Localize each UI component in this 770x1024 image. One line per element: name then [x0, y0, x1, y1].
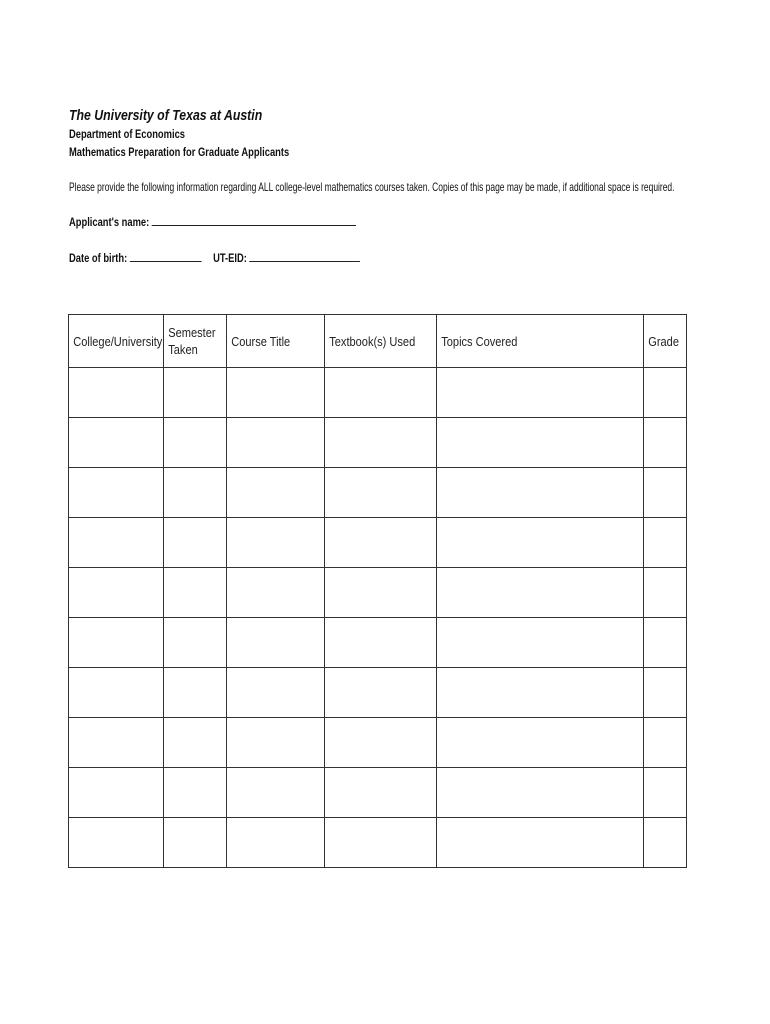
cell-semester[interactable]	[164, 518, 227, 568]
column-header-textbooks: Textbook(s) Used	[325, 315, 437, 368]
cell-grade[interactable]	[644, 768, 687, 818]
cell-college[interactable]	[69, 718, 164, 768]
courses-table	[68, 314, 687, 868]
table-row	[69, 668, 687, 718]
cell-grade[interactable]	[644, 568, 687, 618]
cell-semester[interactable]	[164, 818, 227, 868]
cell-semester[interactable]	[164, 718, 227, 768]
cell-grade[interactable]	[644, 668, 687, 718]
cell-course-title[interactable]	[227, 618, 325, 668]
table-row	[69, 718, 687, 768]
cell-semester[interactable]	[164, 768, 227, 818]
ut-eid-label: UT-EID:	[213, 251, 247, 265]
cell-college[interactable]	[69, 368, 164, 418]
department-name: Department of Economics	[69, 127, 185, 141]
table-row	[69, 518, 687, 568]
cell-college[interactable]	[69, 768, 164, 818]
cell-semester[interactable]	[164, 468, 227, 518]
cell-textbooks[interactable]	[325, 618, 437, 668]
cell-topics[interactable]	[437, 568, 644, 618]
cell-topics[interactable]	[437, 368, 644, 418]
date-of-birth-field[interactable]	[130, 249, 202, 262]
applicant-name-label: Applicant's name:	[69, 215, 150, 229]
applicant-name-field[interactable]	[152, 213, 356, 226]
cell-course-title[interactable]	[227, 518, 325, 568]
form-subtitle: Mathematics Preparation for Graduate Applicants	[69, 145, 290, 159]
cell-topics[interactable]	[437, 718, 644, 768]
cell-grade[interactable]	[644, 368, 687, 418]
cell-college[interactable]	[69, 668, 164, 718]
cell-grade[interactable]	[644, 518, 687, 568]
cell-semester[interactable]	[164, 618, 227, 668]
ut-eid-field[interactable]	[249, 249, 360, 262]
table-row	[69, 568, 687, 618]
cell-course-title[interactable]	[227, 768, 325, 818]
cell-textbooks[interactable]	[325, 368, 437, 418]
dob-eid-row	[69, 249, 360, 265]
table-row	[69, 618, 687, 668]
university-title: The University of Texas at Austin	[69, 107, 263, 124]
table-row	[69, 768, 687, 818]
cell-college[interactable]	[69, 818, 164, 868]
table-row	[69, 468, 687, 518]
cell-topics[interactable]	[437, 468, 644, 518]
cell-course-title[interactable]	[227, 468, 325, 518]
table-row	[69, 418, 687, 468]
table-row	[69, 818, 687, 868]
cell-textbooks[interactable]	[325, 568, 437, 618]
cell-textbooks[interactable]	[325, 418, 437, 468]
cell-textbooks[interactable]	[325, 468, 437, 518]
cell-semester[interactable]	[164, 668, 227, 718]
cell-topics[interactable]	[437, 668, 644, 718]
instructions-text: Please provide the following information regarding ALL college-level mathematics courses taken. Copies of this page may be made, if additional space is required.	[69, 180, 675, 194]
column-header-course-title: Course Title	[227, 315, 325, 368]
cell-textbooks[interactable]	[325, 818, 437, 868]
cell-college[interactable]	[69, 418, 164, 468]
cell-college[interactable]	[69, 618, 164, 668]
cell-grade[interactable]	[644, 718, 687, 768]
cell-textbooks[interactable]	[325, 668, 437, 718]
cell-grade[interactable]	[644, 468, 687, 518]
cell-topics[interactable]	[437, 618, 644, 668]
column-header-college: College/University	[69, 315, 164, 368]
cell-course-title[interactable]	[227, 368, 325, 418]
cell-textbooks[interactable]	[325, 518, 437, 568]
cell-grade[interactable]	[644, 418, 687, 468]
date-of-birth-label: Date of birth:	[69, 251, 128, 265]
table-header-row	[69, 315, 687, 368]
cell-topics[interactable]	[437, 818, 644, 868]
cell-college[interactable]	[69, 518, 164, 568]
cell-course-title[interactable]	[227, 418, 325, 468]
cell-topics[interactable]	[437, 768, 644, 818]
cell-course-title[interactable]	[227, 668, 325, 718]
cell-textbooks[interactable]	[325, 768, 437, 818]
cell-textbooks[interactable]	[325, 718, 437, 768]
cell-college[interactable]	[69, 468, 164, 518]
cell-semester[interactable]	[164, 368, 227, 418]
cell-topics[interactable]	[437, 418, 644, 468]
cell-college[interactable]	[69, 568, 164, 618]
cell-course-title[interactable]	[227, 718, 325, 768]
cell-grade[interactable]	[644, 618, 687, 668]
cell-semester[interactable]	[164, 418, 227, 468]
column-header-topics: Topics Covered	[437, 315, 644, 368]
table-row	[69, 368, 687, 418]
cell-grade[interactable]	[644, 818, 687, 868]
cell-semester[interactable]	[164, 568, 227, 618]
cell-course-title[interactable]	[227, 818, 325, 868]
column-header-semester: Semester Taken	[164, 315, 227, 368]
applicant-name-row	[69, 213, 356, 229]
cell-course-title[interactable]	[227, 568, 325, 618]
column-header-grade: Grade	[644, 315, 687, 368]
cell-topics[interactable]	[437, 518, 644, 568]
